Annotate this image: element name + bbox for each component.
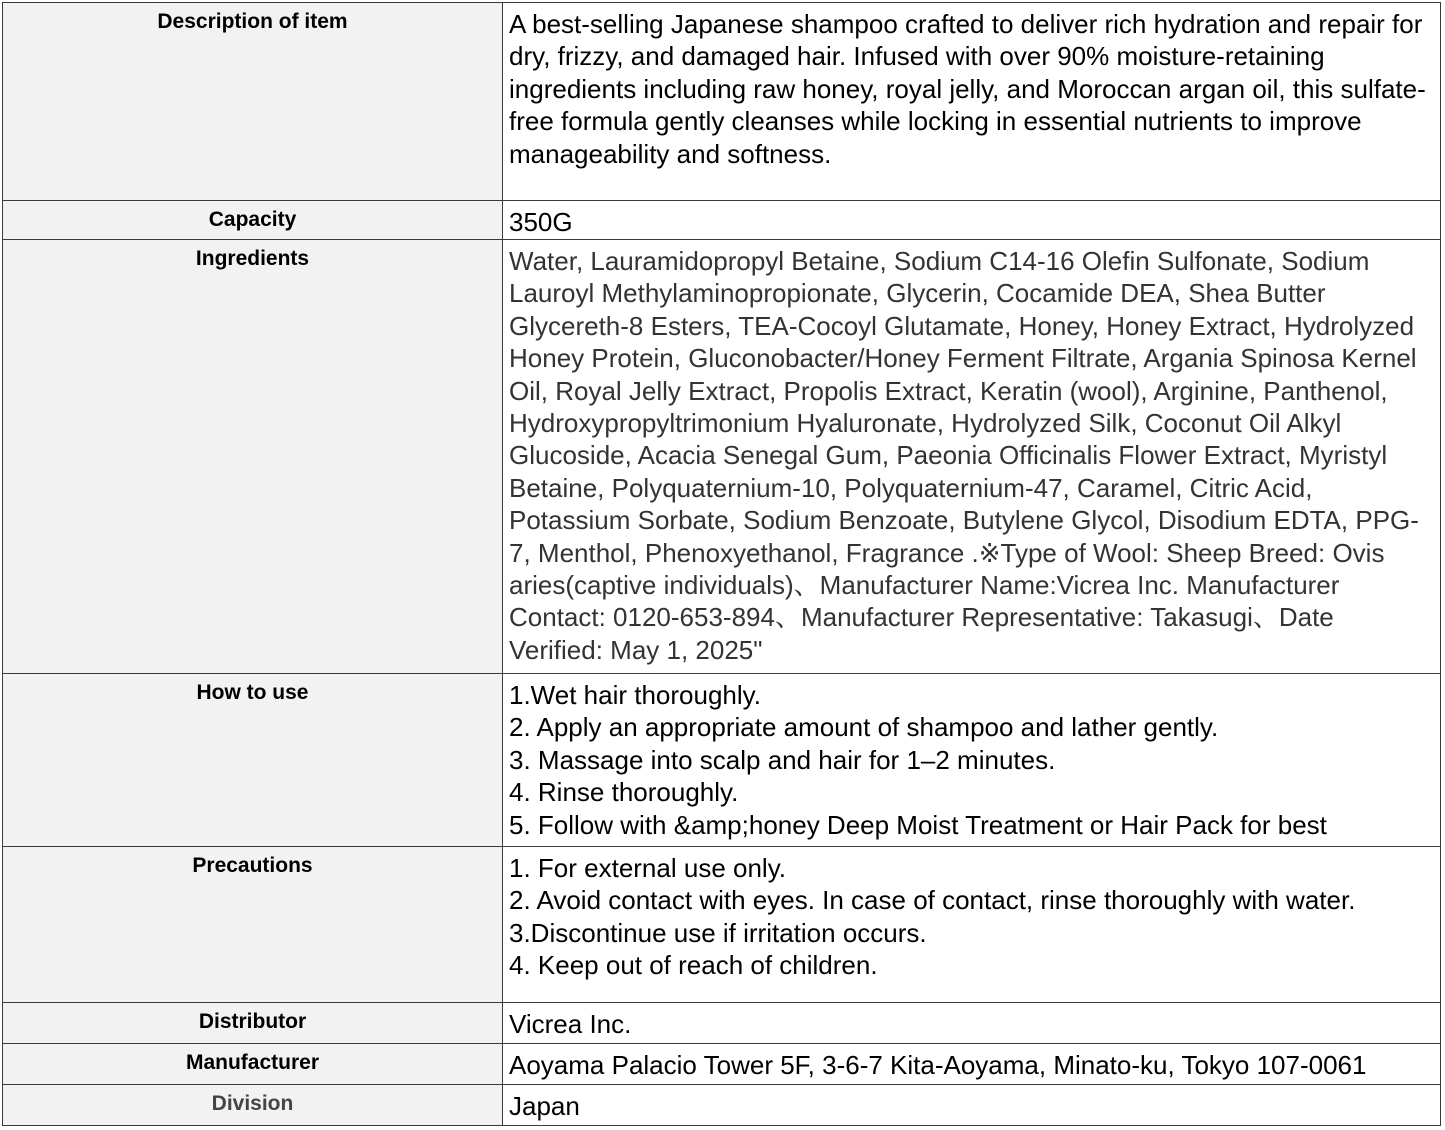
row-label-cell bbox=[3, 1003, 503, 1044]
how-to-use-steps bbox=[503, 674, 1440, 841]
table-row-manufacturer bbox=[3, 1044, 1441, 1085]
how-to-use-step: 2. Apply an appropriate amount of shampoo and lather gently. bbox=[509, 712, 1219, 743]
table-row-distributor bbox=[3, 1003, 1441, 1044]
row-label: Description of item bbox=[157, 10, 348, 33]
product-spec-table bbox=[2, 2, 1441, 1126]
table-row-precautions bbox=[3, 847, 1441, 1003]
row-value-cell bbox=[503, 1085, 1441, 1126]
row-value-cell bbox=[503, 1044, 1441, 1085]
division-value: Japan bbox=[509, 1091, 580, 1121]
precaution-item: 1. For external use only. bbox=[509, 853, 786, 883]
description-text: A best-selling Japanese shampoo crafted to deliver rich hydration and repair for dry, frizzy, and damaged hair. Infused with over 90% moisture-retaining ingredients including raw honey, royal jelly, and Moroccan argan oil, this sulfate-free formula gently cleanses while locking in essential nutrients to improve manageability and softness. bbox=[509, 9, 1426, 169]
how-to-use-step: 5. Follow with &amp;honey Deep Moist Treatment or Hair Pack for best bbox=[509, 809, 1327, 840]
row-label: Ingredients bbox=[195, 247, 310, 270]
row-label: How to use bbox=[196, 681, 309, 704]
row-value-cell bbox=[503, 3, 1441, 201]
row-label-cell bbox=[3, 674, 503, 847]
row-label-cell bbox=[3, 3, 503, 201]
distributor-value: Vicrea Inc. bbox=[509, 1009, 632, 1039]
how-to-use-step: 1.Wet hair thoroughly. bbox=[509, 680, 761, 710]
row-label: Precautions bbox=[192, 854, 313, 877]
row-label: Division bbox=[211, 1092, 294, 1115]
precaution-item: 3.Discontinue use if irritation occurs. bbox=[509, 917, 927, 948]
precaution-item: 4. Keep out of reach of children. bbox=[509, 950, 878, 981]
table-row-how-to-use bbox=[3, 674, 1441, 847]
row-value-cell bbox=[503, 201, 1441, 240]
row-value-cell bbox=[503, 240, 1441, 674]
table-row-capacity bbox=[3, 201, 1441, 240]
table-row-division bbox=[3, 1085, 1441, 1126]
row-label-cell bbox=[3, 1085, 503, 1126]
precaution-item: 2. Avoid contact with eyes. In case of contact, rinse thoroughly with water. bbox=[509, 885, 1356, 916]
how-to-use-step: 3. Massage into scalp and hair for 1–2 minutes. bbox=[509, 744, 1056, 775]
row-label-cell bbox=[3, 847, 503, 1003]
row-label-cell bbox=[3, 1044, 503, 1085]
capacity-value: 350G bbox=[509, 207, 573, 237]
row-value-cell bbox=[503, 674, 1441, 847]
row-label: Distributor bbox=[198, 1010, 307, 1033]
precautions-list bbox=[503, 847, 1440, 982]
row-value-cell bbox=[503, 847, 1441, 1003]
row-value-cell bbox=[503, 1003, 1441, 1044]
row-label-cell bbox=[3, 201, 503, 240]
how-to-use-step: 4. Rinse thoroughly. bbox=[509, 777, 739, 808]
table-row-ingredients bbox=[3, 240, 1441, 674]
row-label: Capacity bbox=[208, 208, 297, 231]
row-label-cell bbox=[3, 240, 503, 674]
row-label: Manufacturer bbox=[185, 1051, 320, 1074]
ingredients-text: Water, Lauramidopropyl Betaine, Sodium C14-16 Olefin Sulfonate, Sodium Lauroyl Methylaminopropionate, Glycerin, Cocamide DEA, Shea Butter Glycereth-8 Esters, TEA-Cocoyl Glutamate, Honey, Honey Extract, Hydrolyzed Honey Protein, Gluconobacter/Honey Ferment Filtrate, Argania Spinosa Kernel Oil, Royal Jelly Extract, Propolis Extract, Keratin (wool), Arginine, Panthenol, Hydroxypropyltrimonium Hyaluronate, Hydrolyzed Silk, Coconut Oil Alkyl Glucoside, Acacia Senegal Gum, Paeonia Officinalis Flower Extract, Myristyl Betaine, Polyquaternium-10, Polyquaternium-47, Caramel, Citric Acid, Potassium Sorbate, Sodium Benzoate, Butylene Glycol, Disodium EDTA, PPG-7, Menthol, Phenoxyethanol, Fragrance .※Type of Wool: Sheep Breed: Ovis aries(captive individuals)、Manufacturer Name:Vicrea Inc. Manufacturer Contact: 0120-653-894、Manufacturer Representative: Takasugi、Date Verified: May 1, 2025" bbox=[509, 246, 1419, 665]
manufacturer-value: Aoyama Palacio Tower 5F, 3-6-7 Kita-Aoyama, Minato-ku, Tokyo 107-0061 bbox=[509, 1050, 1367, 1080]
table-row-description bbox=[3, 3, 1441, 201]
